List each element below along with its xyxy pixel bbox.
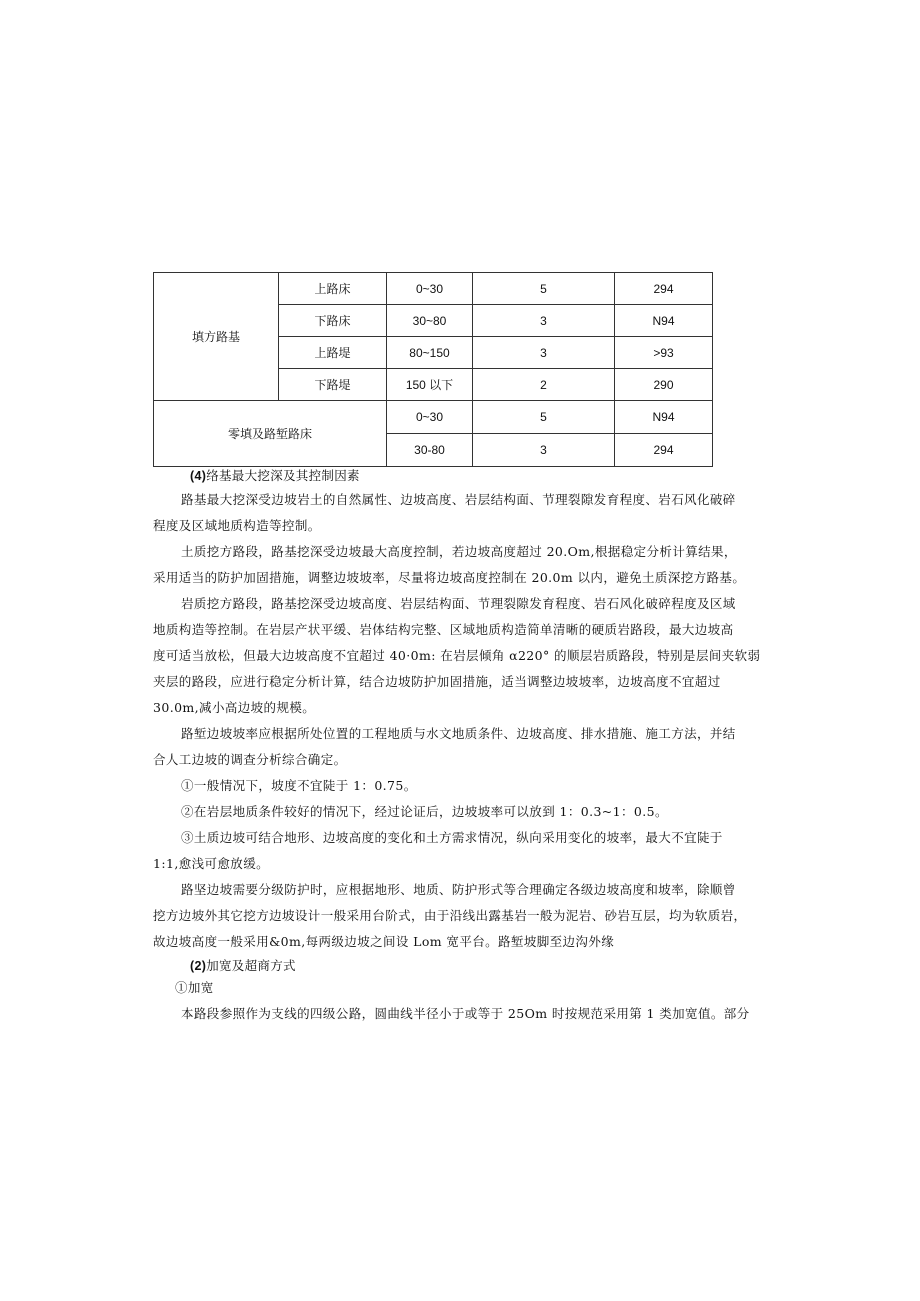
table-cell: 2: [473, 369, 615, 401]
section-number: (4): [190, 469, 207, 483]
paragraph-line: 土质挖方路段，路基挖深受边坡最大高度控制，若边坡高度超过 20.Om,根据稳定分析计算结果，: [181, 544, 737, 559]
table-cell: 30-80: [387, 434, 473, 467]
paragraph-line: 地质构造等控制。在岩层产状平缓、岩体结构完整、区域地质构造简单清晰的硬质岩路段，最大边坡高: [153, 622, 734, 637]
section-number: (2): [190, 959, 207, 973]
table-cell: >93: [615, 337, 713, 369]
table-cell: 290: [615, 369, 713, 401]
paragraph-line: 挖方边坡外其它挖方边坡设计一般采用台阶式，由于沿线出露基岩一般为泥岩、砂岩互层，均为软质岩，: [153, 908, 747, 923]
table-cell: 0~30: [387, 401, 473, 434]
list-item: ②在岩层地质条件较好的情况下，经过论证后，边坡坡率可以放到 1：0.3~1：0.5。: [181, 804, 668, 819]
list-item: ①一般情况下，坡度不宜陡于 1：0.75。: [181, 778, 417, 793]
body-text: [153, 487, 761, 955]
table-cell: 上路堤: [279, 337, 387, 369]
table-cell: 5: [473, 273, 615, 305]
paragraph-line: 1:1,愈浅可愈放缓。: [153, 856, 269, 871]
paragraph-line: 故边坡高度一般采用&0m,每两级边坡之间设 Lom 宽平台。路堑坡脚至边沟外缘: [153, 934, 615, 949]
table-cell: 3: [473, 434, 615, 467]
paragraph-line: 度可适当放松，但最大边坡高度不宜超过 40·0m: 在岩层倾角 α220° 的顺层岩质路段，特别是层间夹软弱: [153, 648, 761, 663]
table-group-cell: 填方路基: [154, 273, 279, 401]
section-title: 加宽及超商方式: [206, 958, 296, 973]
table-cell: 3: [473, 305, 615, 337]
table-group-cell: 零填及路堑路床: [154, 401, 387, 467]
table-cell: 294: [615, 434, 713, 467]
paragraph-line: 路堑边坡坡率应根据所处位置的工程地质与水文地质条件、边坡高度、排水措施、施工方法，并结: [181, 726, 736, 741]
table-cell: 150 以下: [387, 369, 473, 401]
table-cell: 80~150: [387, 337, 473, 369]
table-cell: 294: [615, 273, 713, 305]
body-text: [153, 975, 750, 1027]
paragraph-line: 路基最大挖深受边坡岩土的自然属性、边坡高度、岩层结构面、节理裂隙发育程度、岩石风化破碎: [181, 492, 736, 507]
paragraph-line: 岩质挖方路段，路基挖深受边坡高度、岩层结构面、节理裂隙发育程度、岩石风化破碎程度及区域: [181, 596, 736, 611]
section-heading: [190, 466, 360, 484]
table-cell: 下路堤: [279, 369, 387, 401]
list-item: ③土质边坡可结合地形、边坡高度的变化和土方需求情况，纵向采用变化的坡率，最大不宜陡于: [181, 830, 723, 845]
paragraph-line: 程度及区域地质构造等控制。: [153, 518, 321, 533]
paragraph-line: 本路段参照作为支线的四级公路，圆曲线半径小于或等于 25Om 时按规范采用第 1 类加宽值。部分: [181, 1006, 750, 1021]
subgrade-spec-table: [153, 272, 713, 467]
table-cell: N94: [615, 401, 713, 434]
paragraph-line: 合人工边坡的调查分析综合确定。: [153, 752, 347, 767]
table-cell: N94: [615, 305, 713, 337]
table-cell: 上路床: [279, 273, 387, 305]
table-cell: 0~30: [387, 273, 473, 305]
paragraph-line: 采用适当的防护加固措施，调整边坡坡率，尽量将边坡高度控制在 20.0m 以内，避免土质深挖方路基。: [153, 570, 746, 585]
table-cell: 3: [473, 337, 615, 369]
paragraph-line: 30.0m,减小高边坡的规模。: [153, 700, 316, 715]
paragraph-line: 路坚边坡需要分级防护时，应根据地形、地质、防护形式等合理确定各级边坡高度和坡率，除顺曾: [181, 882, 736, 897]
table-cell: 5: [473, 401, 615, 434]
section-heading: [190, 956, 296, 974]
table-cell: 下路床: [279, 305, 387, 337]
table-cell: 30~80: [387, 305, 473, 337]
subheading: ①加宽: [175, 980, 214, 995]
section-title: 络基最大挖深及其控制因素: [206, 468, 360, 483]
table-row: [154, 401, 713, 434]
table-row: [154, 273, 713, 305]
paragraph-line: 夹层的路段，应进行稳定分析计算，结合边坡防护加固措施，适当调整边坡坡率，边坡高度不宜超过: [153, 674, 721, 689]
